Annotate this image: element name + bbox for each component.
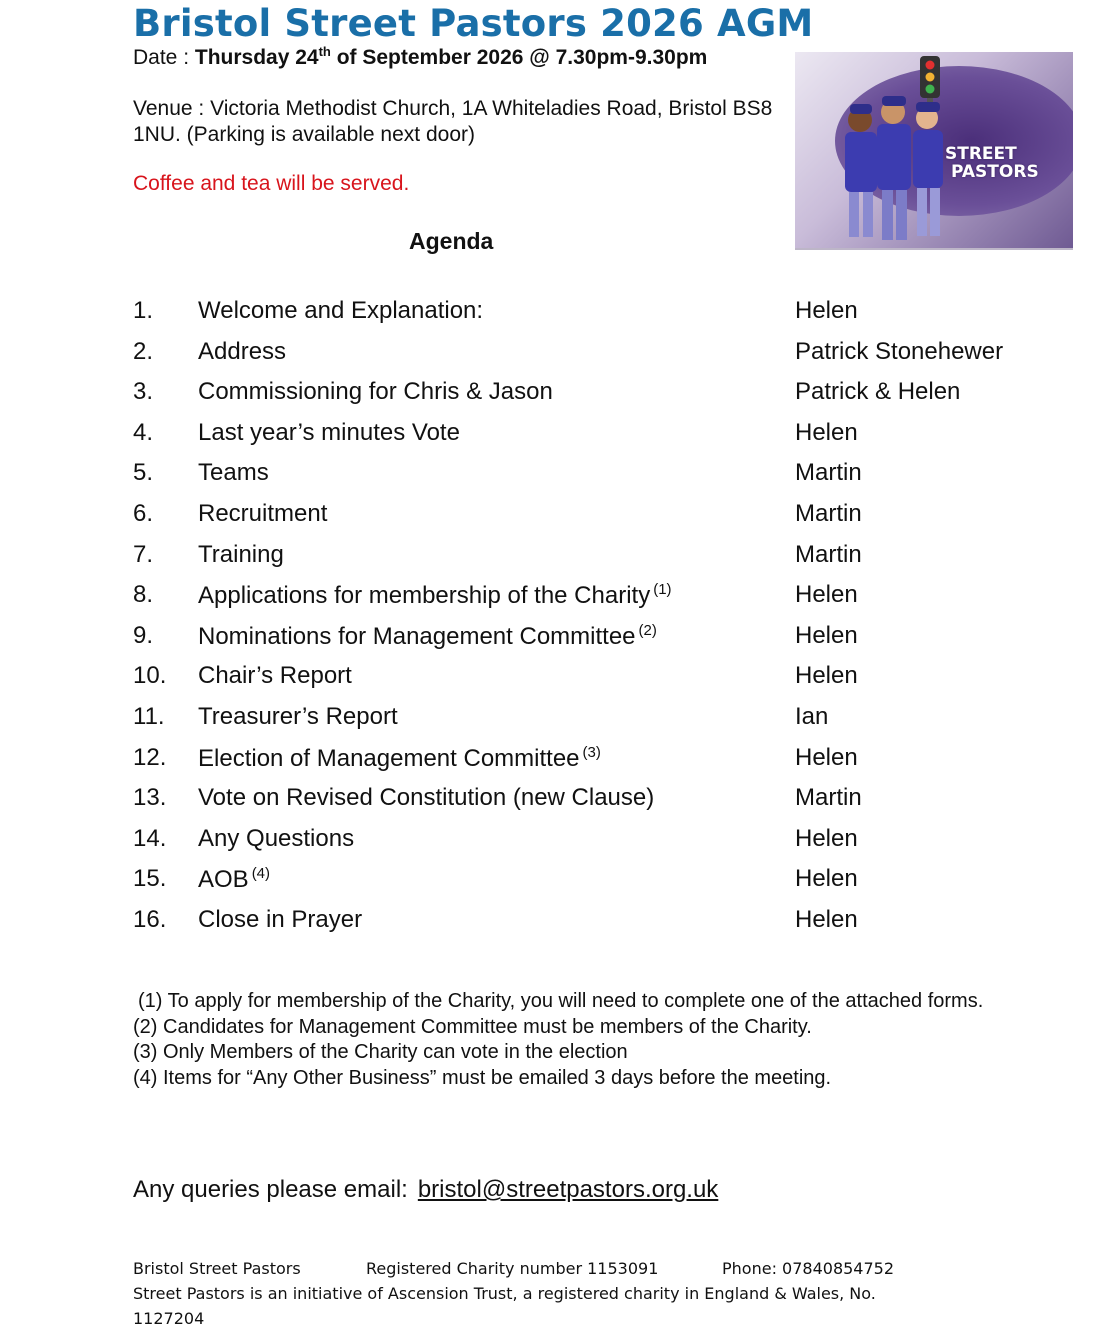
agenda-item: [198, 825, 354, 853]
agenda-presenter: Helen: [795, 743, 858, 771]
agenda-item: [198, 500, 327, 528]
agenda-item-text: Commissioning for Chris & Jason: [198, 378, 553, 406]
venue-text: Venue : Victoria Methodist Church, 1A Whiteladies Road, Bristol BS8 1NU. (Parking is available next door): [133, 97, 773, 146]
agenda-item: [198, 622, 657, 651]
agenda-item-text: Nominations for Management Committee: [198, 622, 636, 650]
agenda-item: [198, 662, 352, 690]
agenda-presenter: Helen: [795, 824, 858, 852]
agenda-item-text: Close in Prayer: [198, 905, 363, 933]
agenda-row: [133, 906, 1073, 947]
agenda-presenter: Helen: [795, 581, 858, 609]
agenda-presenter: Patrick Stonehewer: [795, 337, 1004, 365]
agenda-number: 4.: [133, 418, 154, 446]
agenda-footnote-ref: (1): [653, 581, 672, 599]
page-footer: [133, 1256, 913, 1331]
agenda-footnote-ref: (4): [251, 865, 271, 883]
agenda-presenter: Helen: [795, 905, 858, 933]
street-pastors-logo: [795, 52, 1073, 250]
agenda-row: [133, 581, 1073, 622]
agenda-item-text: Treasurer’s Report: [198, 702, 398, 730]
agenda-row: [133, 338, 1073, 379]
agenda-presenter: Martin: [795, 784, 862, 812]
agenda-number: 5.: [133, 459, 154, 487]
agenda-item: [198, 297, 483, 325]
agenda-presenter: Patrick & Helen: [795, 378, 961, 406]
agenda-number: 8.: [133, 581, 154, 609]
agenda-presenter: Helen: [795, 865, 858, 893]
agenda-row: [133, 500, 1073, 541]
agenda-presenter: Helen: [795, 297, 858, 324]
queries-label: Any queries please email:: [133, 1176, 408, 1203]
agenda-number: 11.: [133, 702, 165, 730]
agenda-row: [133, 419, 1073, 460]
agenda-row: [133, 459, 1073, 500]
agenda-row: [133, 744, 1073, 785]
agenda-item-text: Teams: [198, 459, 269, 487]
logo-line-1: STREET: [945, 144, 1017, 164]
footnote-3: (3) Only Members of the Charity can vote in the election: [133, 1041, 628, 1063]
agenda-number: 15.: [133, 865, 167, 893]
agenda-item: [198, 338, 286, 366]
agenda-item-text: Applications for membership of the Charity: [198, 582, 651, 610]
date-day: Thursday 24: [194, 46, 319, 69]
agenda-item-text: Chair’s Report: [198, 662, 352, 690]
agenda-item-text: Last year’s minutes Vote: [198, 418, 460, 446]
agenda-item-text: Recruitment: [198, 499, 328, 527]
agenda-row: [133, 703, 1073, 744]
logo-line-2: PASTORS: [951, 162, 1039, 182]
refreshments-note: Coffee and tea will be served.: [133, 172, 410, 195]
agenda-number: 9.: [133, 621, 154, 649]
footnote-1: (1) To apply for membership of the Charity, you will need to complete one of the attached forms.: [138, 990, 984, 1012]
agenda-number: 7.: [133, 540, 154, 568]
agenda-item: [198, 378, 553, 406]
agenda-item: [198, 865, 270, 894]
agenda-presenter: Martin: [795, 459, 862, 487]
pastors-figures-illustration: [835, 72, 950, 248]
agenda-presenter: Martin: [795, 540, 862, 568]
page-title: Bristol Street Pastors 2026 AGM: [133, 2, 814, 45]
agenda-item: [198, 581, 672, 610]
footer-initiative: Street Pastors is an initiative of Ascension Trust, a registered charity in England & Wales, No. 1127204: [133, 1284, 876, 1328]
agenda-heading: Agenda: [409, 228, 494, 254]
agenda-row: [133, 784, 1073, 825]
date-ordinal: th: [318, 44, 331, 59]
agenda-number: 6.: [133, 499, 154, 527]
agenda-number: 3.: [133, 378, 154, 406]
agenda-presenter: Ian: [795, 702, 829, 730]
agenda-number: 1.: [133, 297, 154, 324]
agenda-row: [133, 622, 1073, 663]
agenda-row: [133, 865, 1073, 906]
footnote-2: (2) Candidates for Management Committee must be members of the Charity.: [133, 1015, 812, 1038]
agenda-presenter: Helen: [795, 418, 858, 446]
date-label: Date :: [133, 46, 195, 69]
agenda-number: 16.: [133, 905, 167, 933]
footnote-4: (4) Items for “Any Other Business” must be emailed 3 days before the meeting.: [133, 1066, 832, 1089]
agenda-number: 10.: [133, 662, 167, 690]
agenda-item: [198, 459, 269, 487]
footer-org: Bristol Street Pastors: [133, 1259, 301, 1278]
agenda-item-text: Welcome and Explanation:: [198, 297, 484, 324]
agenda-row: [133, 825, 1073, 866]
agenda-item-text: Election of Management Committee: [198, 744, 580, 772]
date-time: of September 2026 @ 7.30pm-9.30pm: [330, 46, 708, 69]
agenda-footnote-ref: (2): [638, 621, 657, 639]
agenda-item: [198, 541, 284, 569]
agenda-footnote-ref: (3): [582, 743, 601, 761]
footer-line-1: [133, 1256, 913, 1281]
agenda-number: 13.: [133, 784, 167, 812]
agenda-item-text: AOB: [198, 866, 249, 894]
agenda-number: 14.: [133, 824, 167, 852]
footnotes: [133, 989, 1033, 1091]
agenda-presenter: Martin: [795, 499, 862, 527]
agenda-item-text: Vote on Revised Constitution (new Clause): [198, 784, 655, 812]
agenda-presenter: Helen: [795, 662, 858, 690]
agenda-row: [133, 297, 1073, 338]
agenda-number: 2.: [133, 337, 154, 365]
meeting-date: [133, 44, 707, 70]
footer-charity-number: Registered Charity number 1153091: [366, 1259, 659, 1278]
agenda-item-text: Address: [198, 337, 287, 365]
agenda-item: [198, 419, 460, 447]
agenda-number: 12.: [133, 743, 167, 771]
agenda-item: [198, 784, 654, 812]
queries-line: [133, 1176, 718, 1204]
agenda-row: [133, 541, 1073, 582]
agenda-presenter: Helen: [795, 621, 858, 649]
agenda-row: [133, 662, 1073, 703]
agenda-list: [133, 297, 1073, 947]
footer-phone: Phone: 07840854752: [722, 1259, 895, 1278]
agenda-item-text: Training: [198, 540, 284, 568]
contact-email-link[interactable]: bristol@streetpastors.org.uk: [417, 1176, 719, 1203]
agenda-item-text: Any Questions: [198, 824, 355, 852]
agenda-item: [198, 703, 398, 731]
agenda-item: [198, 906, 362, 934]
agenda-row: [133, 378, 1073, 419]
agenda-item: [198, 744, 601, 773]
logo-brand-text: [945, 145, 1039, 181]
